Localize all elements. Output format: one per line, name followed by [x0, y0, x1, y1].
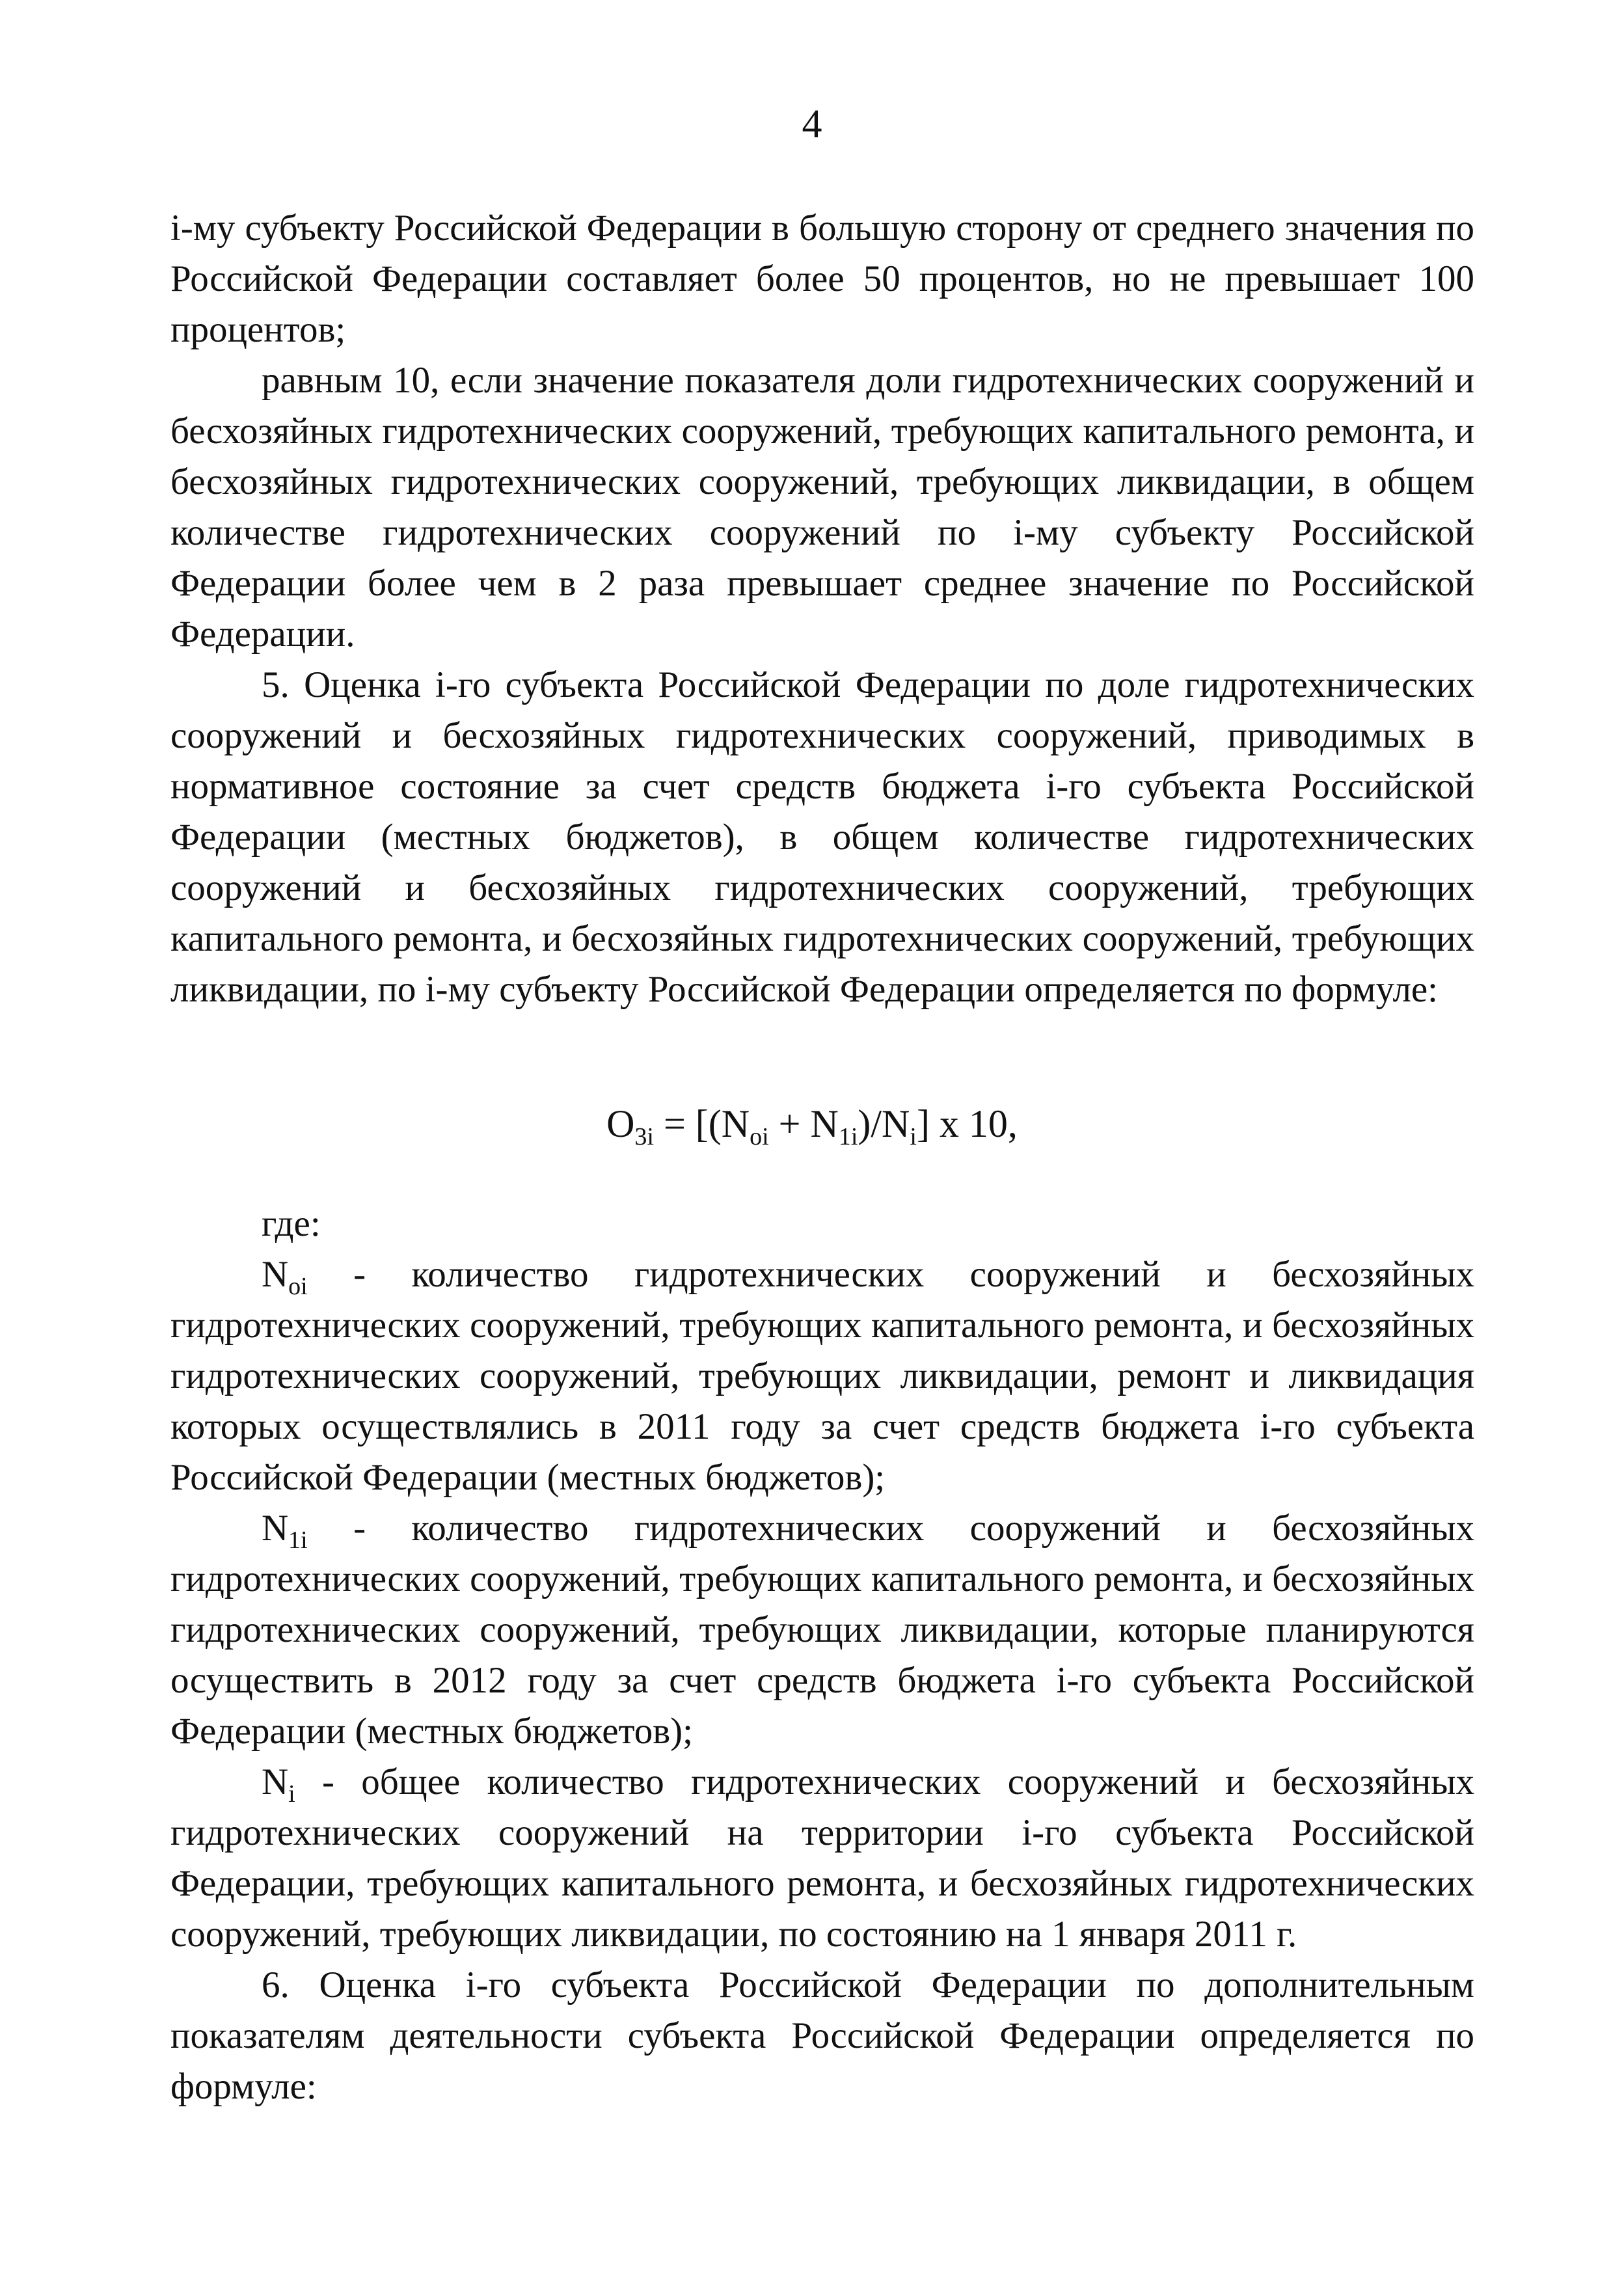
lower-text-block	[170, 1199, 1474, 2112]
definition-ni-symbol: N	[262, 1761, 289, 1802]
formula-part-2: + N	[768, 1102, 839, 1145]
paragraph-continuation: i-му субъекту Российской Федерации в большую сторону от среднего значения по Российской Федерации составляет более 50 процентов, но не превышает 100 процентов;	[170, 208, 1474, 350]
formula-o-subscript: 3i	[634, 1123, 654, 1150]
formula-ni-subscript: i	[910, 1123, 917, 1150]
formula-part-4: ] x 10,	[916, 1102, 1018, 1145]
paragraph-section-5: 5. Оценка i-го субъекта Российской Федерации по доле гидротехнических сооружений и бесхозяйных гидротехнических сооружений, приводимых в нормативное состояние за счет средств бюджета i-го субъекта Российской Федерации (местных бюджетов), в общем количестве гидротехнических сооружений и бесхозяйных гидротехнических сооружений, требующих капитального ремонта, и бесхозяйных гидротехнических сооружений, требующих ликвидации, по i-му субъекту Российской Федерации определяется по формуле:	[170, 664, 1474, 1010]
formula-n1-subscript: 1i	[838, 1123, 858, 1150]
definition-n1i-subscript: 1i	[288, 1527, 308, 1554]
definition-n1i	[170, 1503, 1474, 1757]
formula-o3i	[0, 1098, 1624, 1149]
definition-n0i-text: - количество гидротехнических сооружений и бесхозяйных гидротехнических сооружений, требующих капитального ремонта, и бесхозяйных гидротехнических сооружений, требующих ликвидации, ремонт и ликвидация которых осуществлялись в 2011 году за счет средств бюджета i-го субъекта Российской Федерации (местных бюджетов);	[170, 1254, 1474, 1498]
paragraph-ten-points: равным 10, если значение показателя доли гидротехнических сооружений и бесхозяйных гидротехнических сооружений, требующих капитального ремонта, и бесхозяйных гидротехнических сооружений, требующих ликвидации, в общем количестве гидротехнических сооружений по i-му субъекту Российской Федерации более чем в 2 раза превышает среднее значение по Российской Федерации.	[170, 360, 1474, 655]
formula-o-symbol: O	[606, 1102, 635, 1145]
definition-ni-subscript: i	[288, 1780, 295, 1808]
definition-n1i-symbol: N	[262, 1508, 289, 1549]
paragraph-section-6: 6. Оценка i-го субъекта Российской Федерации по дополнительным показателям деятельности субъекта Российской Федерации определяется по формуле:	[170, 1964, 1474, 2107]
formula-part-1: = [(N	[653, 1102, 750, 1145]
page-number: 4	[802, 102, 822, 146]
definition-n0i	[170, 1249, 1474, 1503]
upper-text-block	[170, 203, 1474, 1015]
definition-n1i-text: - количество гидротехнических сооружений и бесхозяйных гидротехнических сооружений, требующих капитального ремонта, и бесхозяйных гидротехнических сооружений, требующих ликвидации, которые планируются осуществить в 2012 году за счет средств бюджета i-го субъекта Российской Федерации (местных бюджетов);	[170, 1508, 1474, 1752]
definition-ni-text: - общее количество гидротехнических сооружений и бесхозяйных гидротехнических сооружений на территории i-го субъекта Российской Федерации, требующих капитального ремонта, и бесхозяйных гидротехнических сооружений, требующих ликвидации, по состоянию на 1 января 2011 г.	[170, 1761, 1474, 1955]
formula-part-3: )/N	[858, 1102, 910, 1145]
formula-n0-subscript: oi	[750, 1123, 769, 1150]
where-label: где:	[262, 1203, 321, 1244]
definition-ni	[170, 1757, 1474, 1960]
definition-n0i-symbol: N	[262, 1254, 289, 1295]
definition-n0i-subscript: oi	[288, 1273, 308, 1300]
